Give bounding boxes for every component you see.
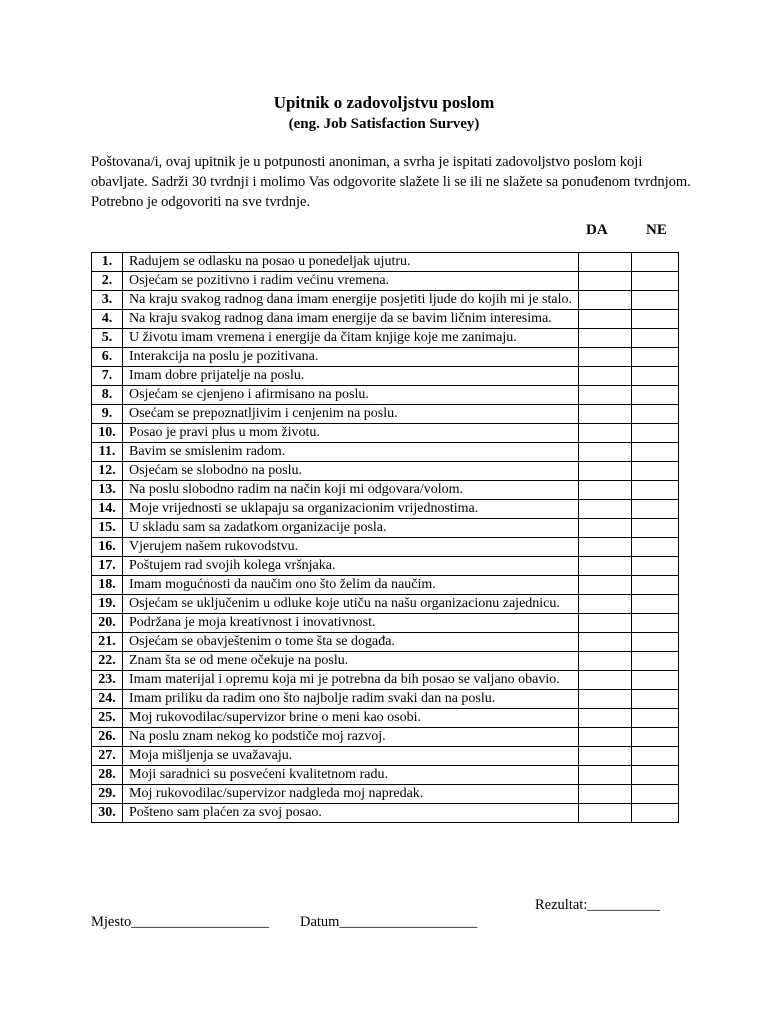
item-statement: Posao je pravi plus u mom životu.	[123, 424, 579, 443]
answer-da-cell[interactable]	[579, 348, 632, 367]
item-number: 26.	[92, 728, 123, 747]
survey-row	[92, 462, 679, 481]
answer-da-cell[interactable]	[579, 785, 632, 804]
item-statement: Imam mogućnosti da naučim ono što želim da naučim.	[123, 576, 579, 595]
answer-ne-cell[interactable]	[632, 538, 679, 557]
answer-da-cell[interactable]	[579, 519, 632, 538]
answer-da-cell[interactable]	[579, 253, 632, 272]
item-number: 11.	[92, 443, 123, 462]
item-number: 3.	[92, 291, 123, 310]
survey-row	[92, 652, 679, 671]
answer-ne-cell[interactable]	[632, 576, 679, 595]
place-field[interactable]: Mjesto___________________	[91, 914, 270, 930]
answer-da-cell[interactable]	[579, 386, 632, 405]
column-header-da: DA	[586, 222, 608, 238]
page-subtitle: (eng. Job Satisfaction Survey)	[288, 116, 480, 132]
item-statement: Vjerujem našem rukovodstvu.	[123, 538, 579, 557]
item-number: 5.	[92, 329, 123, 348]
item-statement: Imam dobre prijatelje na poslu.	[123, 367, 579, 386]
item-number: 25.	[92, 709, 123, 728]
survey-row	[92, 424, 679, 443]
item-number: 27.	[92, 747, 123, 766]
answer-da-cell[interactable]	[579, 329, 632, 348]
item-statement: Osećam se prepoznatljivim i cenjenim na poslu.	[123, 405, 579, 424]
answer-ne-cell[interactable]	[632, 424, 679, 443]
intro-paragraph: Poštovana/i, ovaj upitnik je u potpunosti anoniman, a svrha je ispitati zadovoljstvo poslom koji obavljate. Sadrži 30 tvrdnji i molimo Vas odgovorite slažete li se ili ne slažete sa ponuđenom tvrdnjom. Potrebno je odgovoriti na sve tvrdnje.	[91, 154, 691, 210]
survey-row	[92, 766, 679, 785]
column-header-ne: NE	[646, 222, 667, 238]
answer-da-cell[interactable]	[579, 671, 632, 690]
answer-ne-cell[interactable]	[632, 595, 679, 614]
answer-da-cell[interactable]	[579, 747, 632, 766]
answer-ne-cell[interactable]	[632, 462, 679, 481]
survey-row	[92, 633, 679, 652]
item-statement: Bavim se smislenim radom.	[123, 443, 579, 462]
answer-ne-cell[interactable]	[632, 519, 679, 538]
answer-ne-cell[interactable]	[632, 329, 679, 348]
item-statement: Na poslu znam nekog ko podstiče moj razvoj.	[123, 728, 579, 747]
answer-da-cell[interactable]	[579, 576, 632, 595]
item-number: 24.	[92, 690, 123, 709]
survey-row	[92, 481, 679, 500]
answer-da-cell[interactable]	[579, 728, 632, 747]
item-statement: Moje vrijednosti se uklapaju sa organizacionim vrijednostima.	[123, 500, 579, 519]
item-number: 15.	[92, 519, 123, 538]
item-number: 22.	[92, 652, 123, 671]
survey-row	[92, 310, 679, 329]
survey-row	[92, 519, 679, 538]
item-statement: U skladu sam sa zadatkom organizacije posla.	[123, 519, 579, 538]
item-statement: Radujem se odlasku na posao u ponedeljak ujutru.	[123, 253, 579, 272]
item-number: 12.	[92, 462, 123, 481]
survey-row	[92, 595, 679, 614]
item-statement: Osjećam se uključenim u odluke koje utiču na našu organizacionu zajednicu.	[123, 595, 579, 614]
item-statement: Imam priliku da radim ono što najbolje radim svaki dan na poslu.	[123, 690, 579, 709]
item-statement: Osjećam se slobodno na poslu.	[123, 462, 579, 481]
item-statement: U životu imam vremena i energije da čitam knjige koje me zanimaju.	[123, 329, 579, 348]
survey-row	[92, 538, 679, 557]
survey-row	[92, 804, 679, 823]
answer-da-cell[interactable]	[579, 766, 632, 785]
answer-ne-cell[interactable]	[632, 633, 679, 652]
item-number: 8.	[92, 386, 123, 405]
answer-ne-cell[interactable]	[632, 614, 679, 633]
item-number: 4.	[92, 310, 123, 329]
item-number: 30.	[92, 804, 123, 823]
date-field[interactable]: Datum___________________	[300, 914, 478, 930]
answer-da-cell[interactable]	[579, 462, 632, 481]
item-number: 9.	[92, 405, 123, 424]
answer-da-cell[interactable]	[579, 690, 632, 709]
answer-da-cell[interactable]	[579, 557, 632, 576]
item-number: 20.	[92, 614, 123, 633]
answer-ne-cell[interactable]	[632, 386, 679, 405]
answer-da-cell[interactable]	[579, 500, 632, 519]
answer-ne-cell[interactable]	[632, 500, 679, 519]
item-number: 2.	[92, 272, 123, 291]
survey-row	[92, 747, 679, 766]
item-statement: Moj rukovodilac/supervizor nadgleda moj napredak.	[123, 785, 579, 804]
answer-ne-cell[interactable]	[632, 785, 679, 804]
item-statement: Pošteno sam plaćen za svoj posao.	[123, 804, 579, 823]
answer-ne-cell[interactable]	[632, 348, 679, 367]
item-statement: Imam materijal i opremu koja mi je potrebna da bih posao se valjano obavio.	[123, 671, 579, 690]
item-number: 10.	[92, 424, 123, 443]
survey-row	[92, 614, 679, 633]
item-statement: Znam šta se od mene očekuje na poslu.	[123, 652, 579, 671]
answer-ne-cell[interactable]	[632, 557, 679, 576]
item-number: 23.	[92, 671, 123, 690]
survey-row	[92, 253, 679, 272]
item-number: 13.	[92, 481, 123, 500]
item-number: 16.	[92, 538, 123, 557]
page-title: Upitnik o zadovoljstvu poslom	[273, 93, 495, 112]
item-number: 28.	[92, 766, 123, 785]
answer-ne-cell[interactable]	[632, 709, 679, 728]
answer-da-cell[interactable]	[579, 804, 632, 823]
answer-da-cell[interactable]	[579, 538, 632, 557]
item-statement: Interakcija na poslu je pozitivana.	[123, 348, 579, 367]
survey-row	[92, 557, 679, 576]
answer-ne-cell[interactable]	[632, 291, 679, 310]
survey-row	[92, 329, 679, 348]
survey-row	[92, 709, 679, 728]
item-number: 21.	[92, 633, 123, 652]
result-field[interactable]: Rezultat:__________	[535, 897, 660, 913]
answer-da-cell[interactable]	[579, 367, 632, 386]
answer-ne-cell[interactable]	[632, 272, 679, 291]
survey-row	[92, 500, 679, 519]
answer-da-cell[interactable]	[579, 652, 632, 671]
survey-row	[92, 405, 679, 424]
item-statement: Osjećam se cjenjeno i afirmisano na poslu.	[123, 386, 579, 405]
answer-ne-cell[interactable]	[632, 690, 679, 709]
item-number: 29.	[92, 785, 123, 804]
item-statement: Moja mišljenja se uvažavaju.	[123, 747, 579, 766]
item-number: 14.	[92, 500, 123, 519]
answer-da-cell[interactable]	[579, 272, 632, 291]
item-statement: Osjećam se pozitivno i radim većinu vremena.	[123, 272, 579, 291]
answer-ne-cell[interactable]	[632, 253, 679, 272]
item-statement: Na kraju svakog radnog dana imam energije da se bavim ličnim interesima.	[123, 310, 579, 329]
answer-da-cell[interactable]	[579, 595, 632, 614]
item-statement: Moj rukovodilac/supervizor brine o meni kao osobi.	[123, 709, 579, 728]
answer-da-cell[interactable]	[579, 405, 632, 424]
item-number: 19.	[92, 595, 123, 614]
item-number: 1.	[92, 253, 123, 272]
survey-row	[92, 576, 679, 595]
answer-da-cell[interactable]	[579, 291, 632, 310]
answer-ne-cell[interactable]	[632, 443, 679, 462]
answer-ne-cell[interactable]	[632, 481, 679, 500]
answer-da-cell[interactable]	[579, 443, 632, 462]
item-number: 6.	[92, 348, 123, 367]
answer-ne-cell[interactable]	[632, 804, 679, 823]
survey-row	[92, 690, 679, 709]
answer-ne-cell[interactable]	[632, 728, 679, 747]
answer-ne-cell[interactable]	[632, 747, 679, 766]
item-number: 7.	[92, 367, 123, 386]
item-statement: Na poslu slobodno radim na način koji mi odgovara/volom.	[123, 481, 579, 500]
item-statement: Podržana je moja kreativnost i inovativnost.	[123, 614, 579, 633]
answer-ne-cell[interactable]	[632, 671, 679, 690]
survey-row	[92, 272, 679, 291]
survey-row	[92, 443, 679, 462]
survey-row	[92, 367, 679, 386]
survey-row	[92, 386, 679, 405]
answer-da-cell[interactable]	[579, 614, 632, 633]
item-number: 17.	[92, 557, 123, 576]
answer-da-cell[interactable]	[579, 481, 632, 500]
survey-row	[92, 291, 679, 310]
item-statement: Osjećam se obavještenim o tome šta se događa.	[123, 633, 579, 652]
answer-ne-cell[interactable]	[632, 367, 679, 386]
answer-ne-cell[interactable]	[632, 405, 679, 424]
answer-da-cell[interactable]	[579, 424, 632, 443]
item-statement: Na kraju svakog radnog dana imam energije posjetiti ljude do kojih mi je stalo.	[123, 291, 579, 310]
answer-da-cell[interactable]	[579, 709, 632, 728]
answer-da-cell[interactable]	[579, 633, 632, 652]
item-statement: Moji saradnici su posvećeni kvalitetnom radu.	[123, 766, 579, 785]
survey-row	[92, 728, 679, 747]
survey-row	[92, 785, 679, 804]
survey-row	[92, 348, 679, 367]
answer-da-cell[interactable]	[579, 310, 632, 329]
survey-row	[92, 671, 679, 690]
answer-ne-cell[interactable]	[632, 766, 679, 785]
item-number: 18.	[92, 576, 123, 595]
answer-ne-cell[interactable]	[632, 310, 679, 329]
item-statement: Poštujem rad svojih kolega vršnjaka.	[123, 557, 579, 576]
survey-table	[91, 252, 679, 823]
answer-ne-cell[interactable]	[632, 652, 679, 671]
